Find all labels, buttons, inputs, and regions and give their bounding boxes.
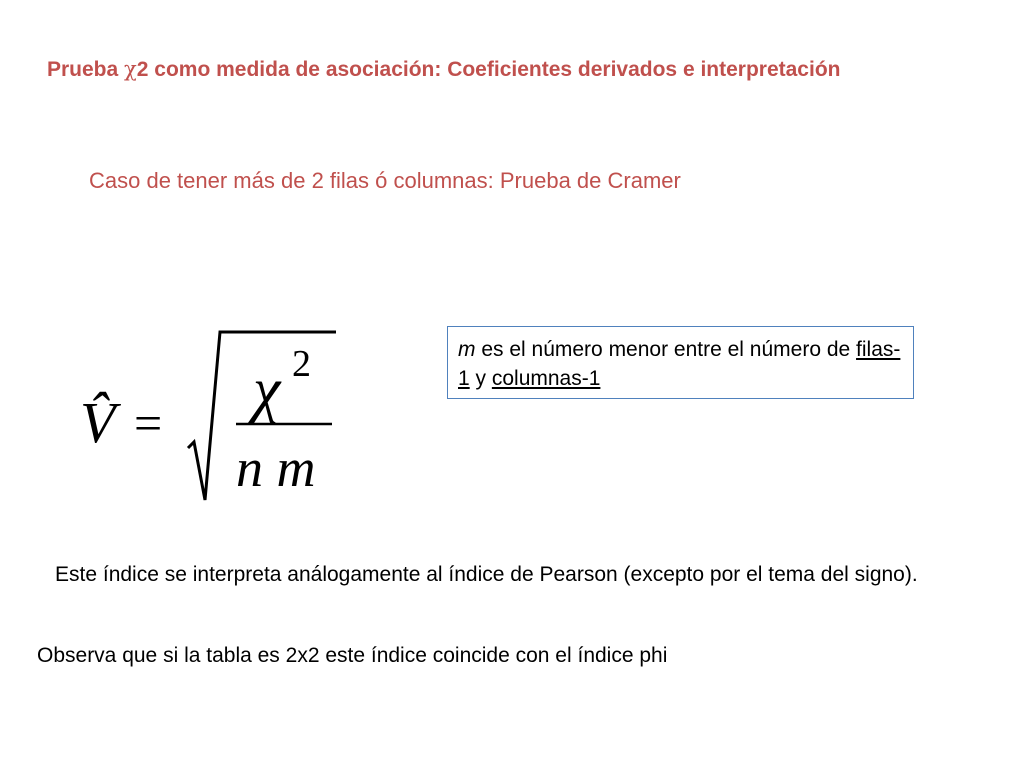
interpretation-paragraph: Este índice se interpreta análogamente al índice de Pearson (excepto por el tema del signo). [55,563,918,586]
title-suffix: 2 como medida de asociación: Coeficientes derivados e interpretación [136,58,841,81]
title-prefix: Prueba [47,58,125,81]
note-box [447,326,914,399]
formula-lhs: V̂ [80,390,116,455]
formula-numerator: χ [253,356,281,424]
cramer-v-formula [70,320,350,520]
phi-observation-paragraph: Observa que si la tabla es 2x2 este índice coincide con el índice phi [37,644,668,667]
note-variable: m [458,338,476,361]
formula-exponent: 2 [292,343,311,385]
title-chi-symbol: χ [124,57,137,81]
formula-denominator: n m [236,438,316,498]
slide-title [47,54,927,85]
note-underlined-columnas: columnas-1 [491,367,601,390]
note-text-1: es el número menor entre el número de [475,338,857,361]
formula-equals: = [134,395,163,451]
note-text-2: y [469,367,492,390]
note-underlined-filas: filas-1 [458,338,901,390]
slide-subtitle: Caso de tener más de 2 filas ó columnas: Prueba de Cramer [89,168,681,193]
